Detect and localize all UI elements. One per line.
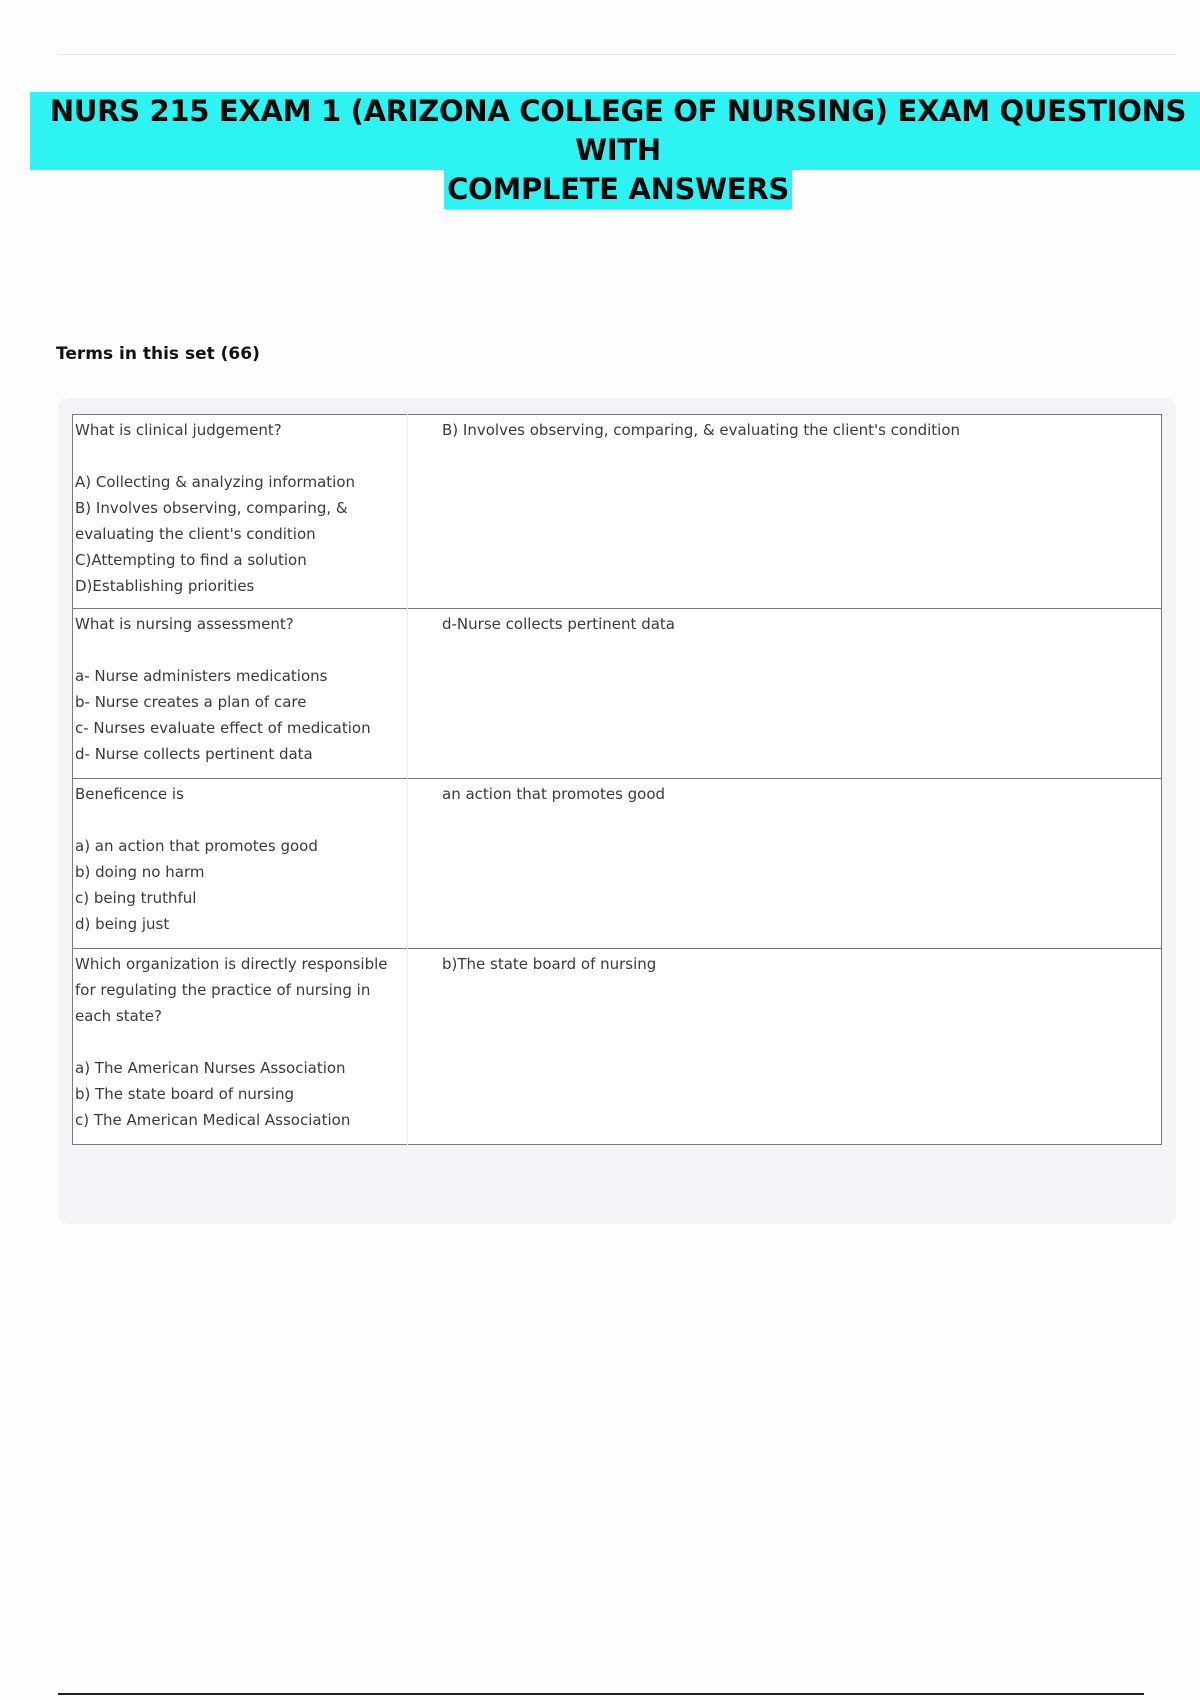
question-text: Beneficence is (75, 785, 184, 803)
flashcard-table (72, 414, 1162, 1145)
term-cell (73, 415, 408, 609)
term-cell (73, 779, 408, 949)
terms-heading: Terms in this set (66) (56, 344, 260, 364)
option-text: c) being truthful (75, 889, 197, 907)
definition-cell: b)The state board of nursing (408, 949, 1162, 1145)
question-text: Which organization is directly responsible for regulating the practice of nursing in each state? (75, 955, 388, 1025)
question-text: What is clinical judgement? (75, 421, 282, 439)
option-text: b- Nurse creates a plan of care (75, 693, 307, 711)
definition-cell: d-Nurse collects pertinent data (408, 609, 1162, 779)
option-text: b) doing no harm (75, 863, 205, 881)
option-text: c) The American Medical Association (75, 1111, 351, 1129)
bottom-divider (58, 1693, 1144, 1695)
option-text: D)Establishing priorities (75, 577, 255, 595)
option-text: B) Involves observing, comparing, & evaluating the client's condition (75, 499, 348, 543)
top-divider (58, 54, 1176, 55)
flashcard-row (73, 609, 1162, 779)
option-text: b) The state board of nursing (75, 1085, 295, 1103)
option-text: a) The American Nurses Association (75, 1059, 346, 1077)
document-title (30, 92, 1200, 209)
flashcard-row (73, 415, 1162, 609)
option-text: c- Nurses evaluate effect of medication (75, 719, 371, 737)
flashcard-row (73, 779, 1162, 949)
term-cell (73, 609, 408, 779)
title-line-2: COMPLETE ANSWERS (444, 170, 792, 209)
option-text: a- Nurse administers medications (75, 667, 328, 685)
option-text: C)Attempting to find a solution (75, 551, 307, 569)
question-text: What is nursing assessment? (75, 615, 294, 633)
option-text: a) an action that promotes good (75, 837, 318, 855)
term-cell (73, 949, 408, 1145)
title-line-1: NURS 215 EXAM 1 (ARIZONA COLLEGE OF NURSING) EXAM QUESTIONS WITH (30, 92, 1200, 170)
option-text: d) being just (75, 915, 170, 933)
definition-cell: an action that promotes good (408, 779, 1162, 949)
flashcard-row (73, 949, 1162, 1145)
option-text: A) Collecting & analyzing information (75, 473, 355, 491)
option-text: d- Nurse collects pertinent data (75, 745, 313, 763)
definition-cell: B) Involves observing, comparing, & evaluating the client's condition (408, 415, 1162, 609)
